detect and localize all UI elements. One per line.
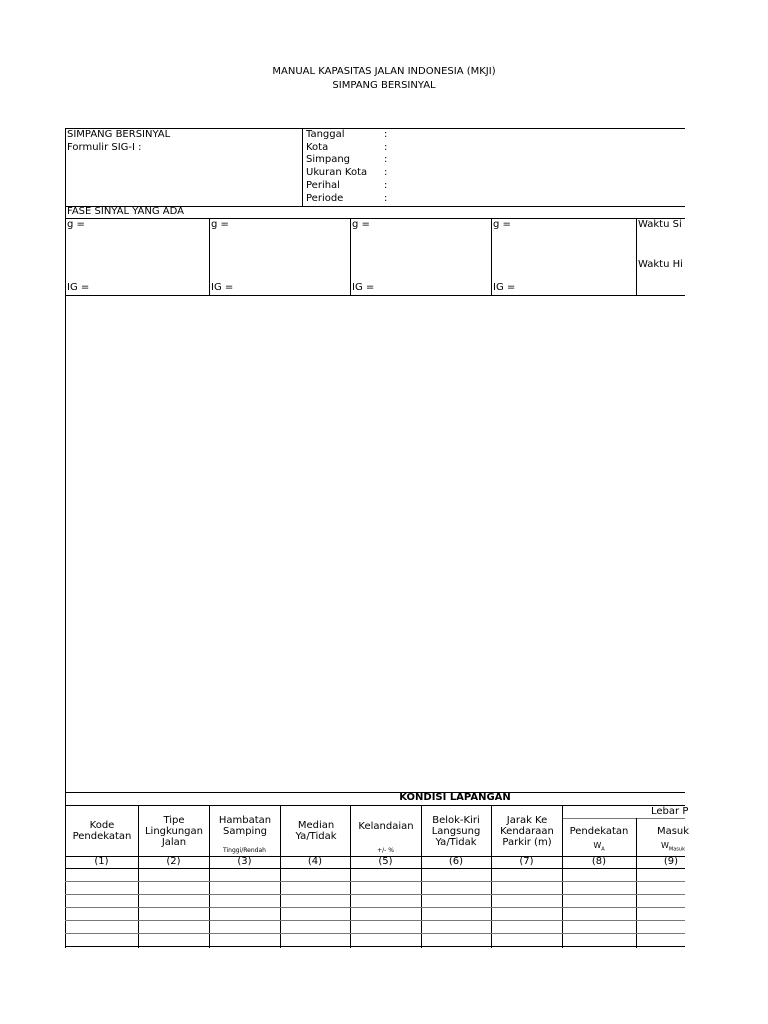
document-title: MANUAL KAPASITAS JALAN INDONESIA (MKJI) <box>272 66 496 77</box>
col-tipe-lingkungan: Tipe Lingkungan Jalan <box>144 814 203 848</box>
phase-3-ig: IG = <box>352 282 375 293</box>
col-num-7: (7) <box>519 856 534 867</box>
waktu-siklus-label: Waktu Si <box>638 219 682 230</box>
col-num-6: (6) <box>448 856 464 867</box>
field-tanggal-label: Tanggal <box>306 129 345 140</box>
table-row <box>65 894 685 895</box>
table-row <box>65 920 685 921</box>
phase-2-ig: IG = <box>211 282 234 293</box>
field-periode-label: Periode <box>306 193 344 204</box>
phase-3-g: g = <box>352 219 370 230</box>
col-num-4: (4) <box>307 856 323 867</box>
lebar-label: Lebar P <box>651 806 689 817</box>
field-ukuran-kota-colon: : <box>384 167 388 178</box>
col-belok-kiri: Belok-Kiri Langsung Ya/Tidak <box>431 814 481 848</box>
field-perihal-colon: : <box>384 180 388 191</box>
phase-4-ig: IG = <box>493 282 516 293</box>
phase-1-g: g = <box>67 219 85 230</box>
col-kode-pendekatan: Kode Pendekatan <box>72 820 132 842</box>
col-kelandaian: Kelandaian <box>358 820 414 832</box>
field-tanggal-colon: : <box>384 129 388 140</box>
col-hambatan-sub: Tinggi/Rendah <box>223 847 266 854</box>
col-masuk: Masuk <box>656 825 690 837</box>
col-hambatan-samping: Hambatan Samping <box>218 815 272 837</box>
col-num-9: (9) <box>663 856 679 867</box>
col-masuk-sub: $W_{Masuk}$ <box>661 841 685 853</box>
document-subtitle: SIMPANG BERSINYAL <box>332 80 436 91</box>
col-pendekatan: Pendekatan <box>569 825 629 837</box>
field-kota-label: Kota <box>306 142 329 153</box>
col-num-2: (2) <box>166 856 181 867</box>
field-perihal-label: Perihal <box>306 180 340 191</box>
col-kelandaian-sub: +/- % <box>377 847 394 854</box>
field-kota-colon: : <box>384 142 388 153</box>
phases-title: FASE SINYAL YANG ADA <box>67 206 185 217</box>
table-row <box>65 907 685 908</box>
field-ukuran-kota-label: Ukuran Kota <box>306 167 368 178</box>
kondisi-title: KONDISI LAPANGAN <box>399 792 511 803</box>
table-row <box>65 881 685 882</box>
formulir-label: Formulir SIG-I : <box>67 142 142 153</box>
col-num-1: (1) <box>94 856 109 867</box>
phase-2-g: g = <box>211 219 229 230</box>
table-row <box>65 933 685 934</box>
col-num-8: (8) <box>591 856 607 867</box>
col-num-3: (3) <box>237 856 252 867</box>
waktu-hilang-label: Waktu Hi <box>638 259 683 270</box>
form-name: SIMPANG BERSINYAL <box>67 129 171 140</box>
field-periode-colon: : <box>384 193 388 204</box>
col-pendekatan-sub: $W_A$ <box>593 841 605 853</box>
col-median: Median Ya/Tidak <box>295 820 337 842</box>
form-sheet <box>65 128 690 948</box>
col-num-5: (5) <box>378 856 393 867</box>
field-simpang-colon: : <box>384 154 388 165</box>
phase-4-g: g = <box>493 219 511 230</box>
col-jarak-parkir: Jarak Ke Kendaraan Parkir (m) <box>500 814 554 848</box>
phase-1-ig: IG = <box>67 282 90 293</box>
field-simpang-label: Simpang <box>306 154 351 165</box>
